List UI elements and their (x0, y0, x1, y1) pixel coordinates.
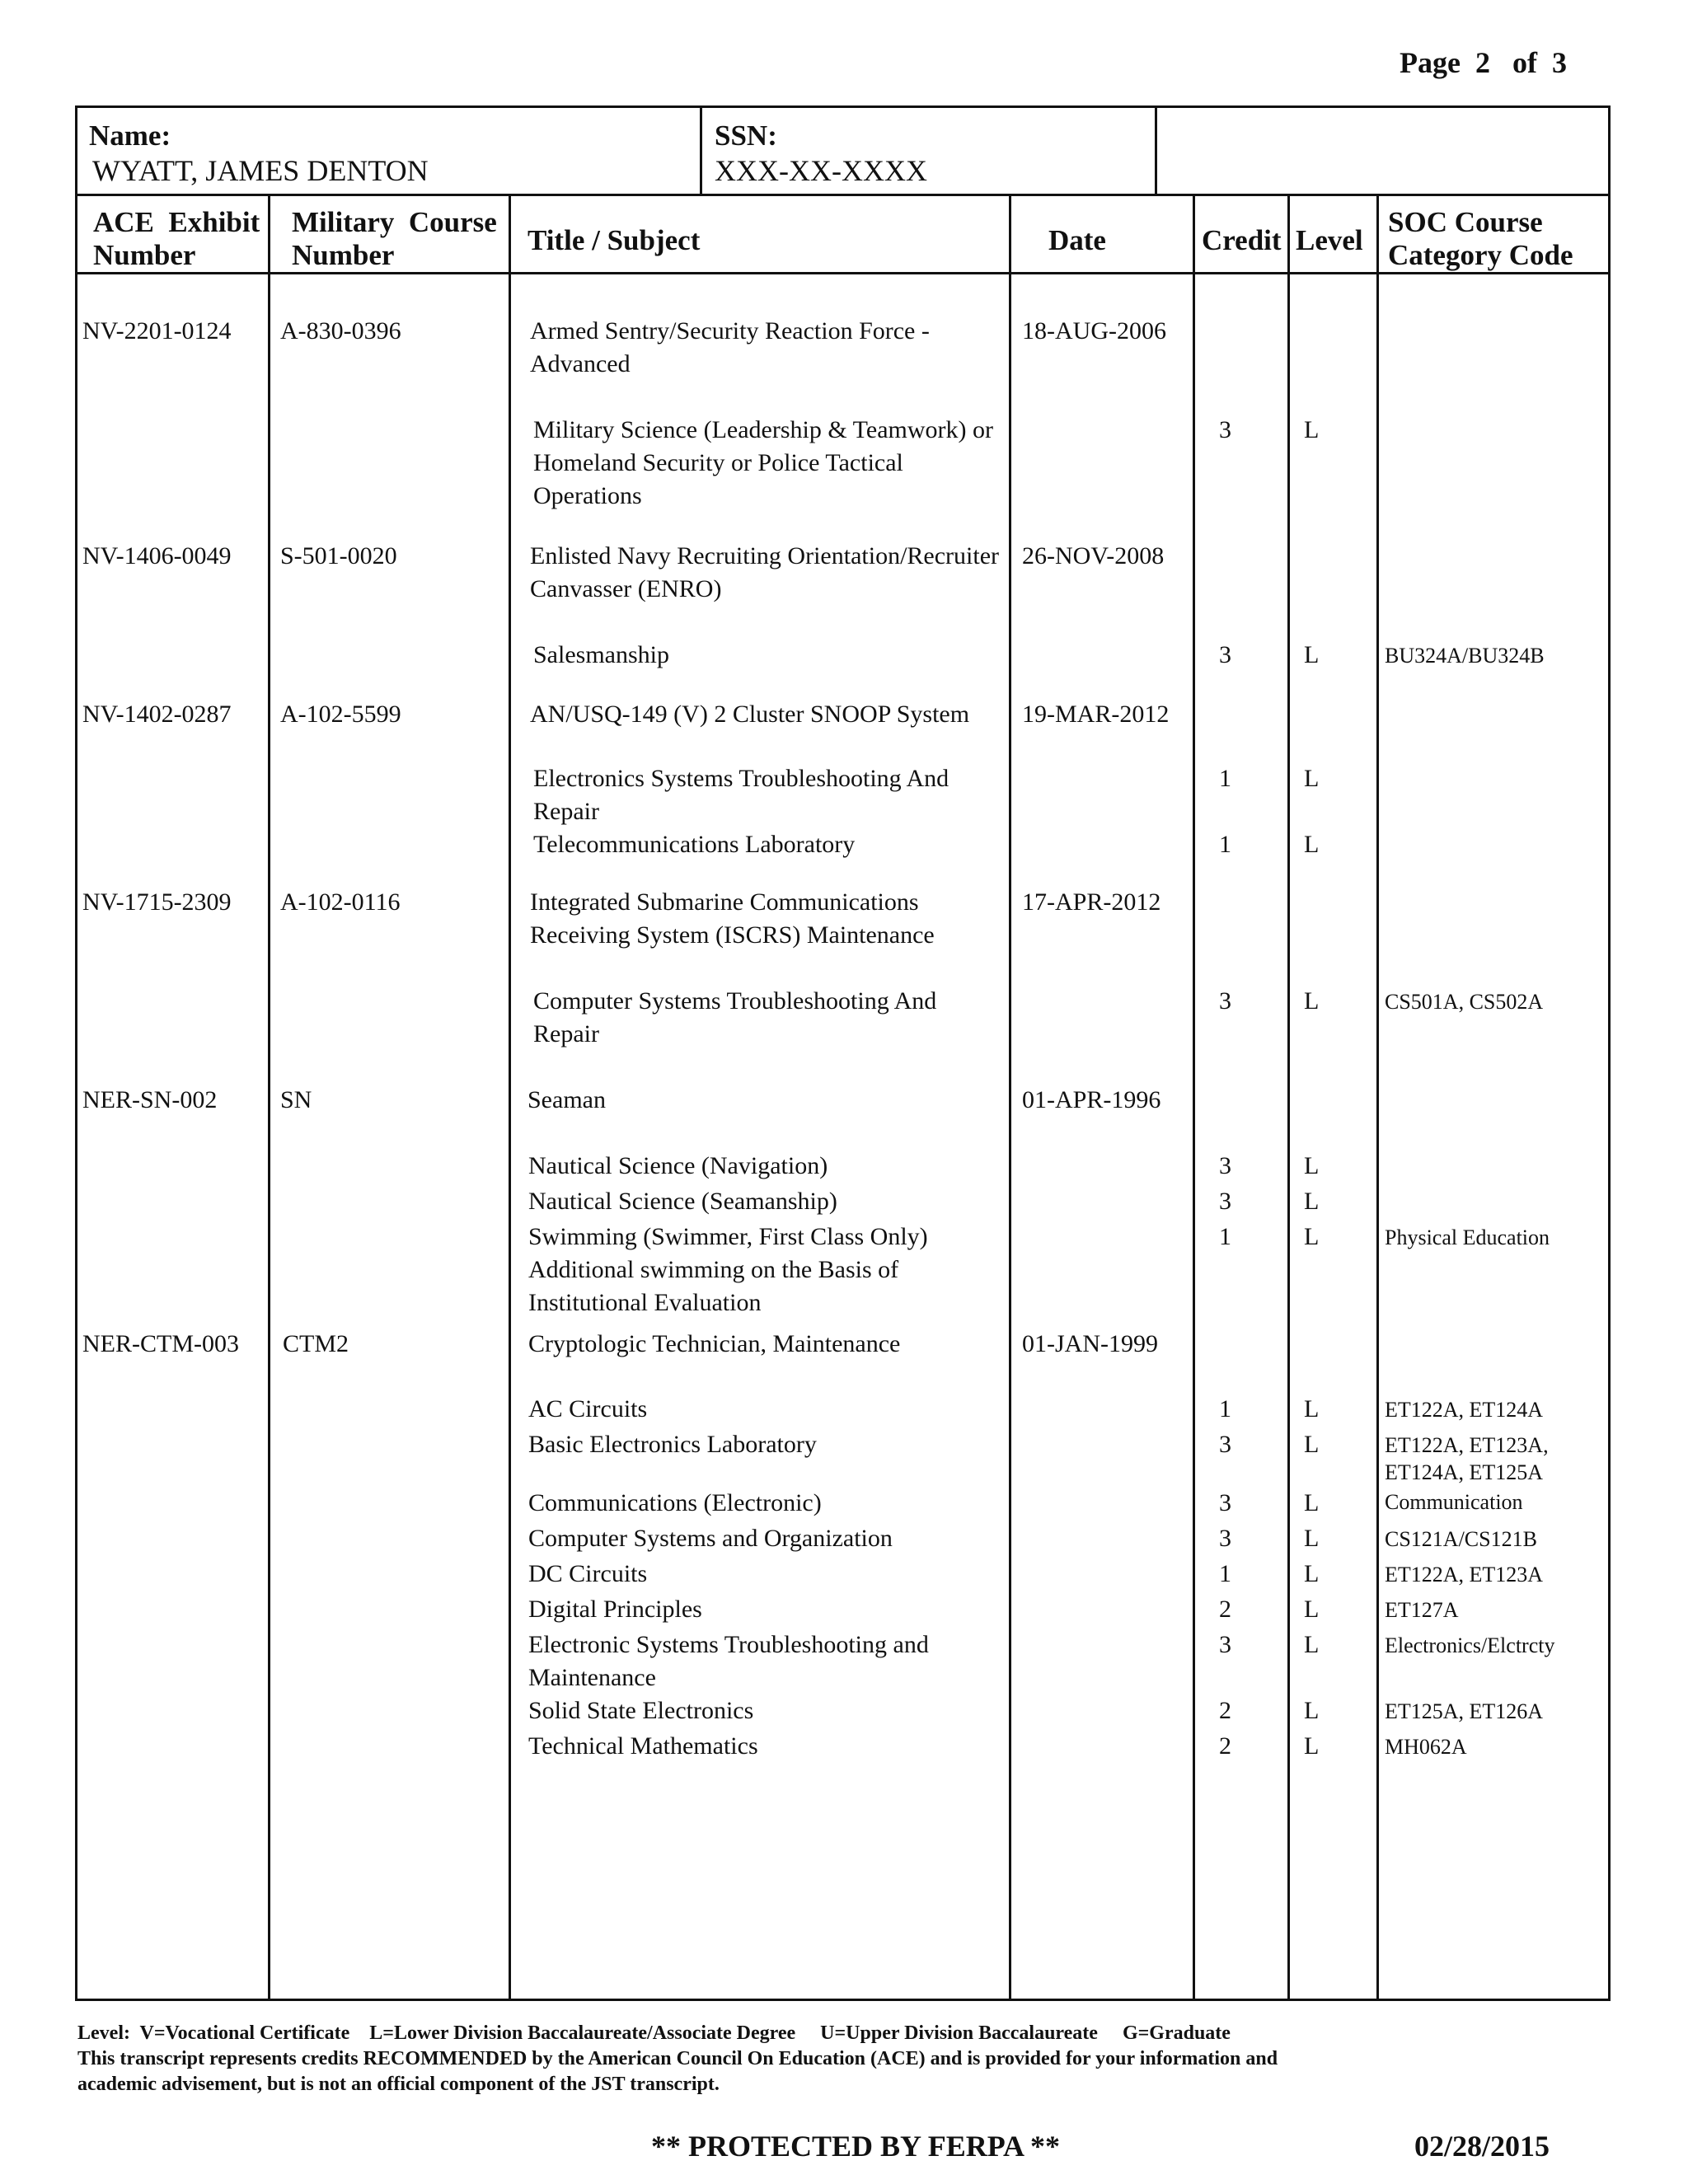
subject-level: L (1304, 1525, 1320, 1552)
subject-text: Telecommunications Laboratory (533, 831, 856, 858)
col-divider-1 (268, 194, 270, 2001)
subject-soc-code: ET122A, ET123A, (1385, 1433, 1549, 1457)
subject-text: Technical Mathematics (528, 1732, 758, 1760)
course-title: Enlisted Navy Recruiting Orientation/Recruiter (530, 542, 1000, 569)
disclaimer-line-2: academic advisement, but is not an official component of the JST transcript. (77, 2074, 720, 2095)
subject-credit: 3 (1219, 1152, 1231, 1179)
course-date: 18-AUG-2006 (1022, 317, 1166, 344)
col-divider-2 (509, 194, 511, 2001)
subject-credit: 1 (1219, 1223, 1231, 1250)
disclaimer-line-1: This transcript represents credits RECOMMENDED by the American Council On Education (ACE) and is provided for your information and (77, 2048, 1278, 2069)
subject-level: L (1304, 765, 1320, 792)
course-date: 01-APR-1996 (1022, 1086, 1161, 1113)
subject-text: Communications (Electronic) (528, 1489, 822, 1516)
subject-text: Electronics Systems Troubleshooting And (533, 765, 950, 792)
col-header-soc: SOC Course (1388, 206, 1543, 238)
course-exhibit: NV-2201-0124 (82, 317, 232, 344)
course-title: Canvasser (ENRO) (530, 575, 722, 602)
subject-credit: 3 (1219, 1631, 1231, 1658)
level-legend: Level: V=Vocational Certificate L=Lower Division Baccalaureate/Associate Degree U=Upper Division Baccalaureate G=Graduate (77, 2022, 1231, 2044)
subject-credit: 3 (1219, 1188, 1231, 1215)
col-divider-4 (1193, 194, 1195, 2001)
page-number: Page 2 of 3 (1400, 46, 1567, 79)
subject-soc-code: ET122A, ET124A (1385, 1398, 1544, 1422)
header-divider (75, 194, 1611, 196)
course-military-number: A-830-0396 (280, 317, 401, 344)
subject-text: Nautical Science (Seamanship) (528, 1188, 837, 1215)
subject-level: L (1304, 416, 1320, 443)
subject-credit: 3 (1219, 641, 1231, 668)
subject-text: Repair (533, 798, 599, 825)
subject-credit: 1 (1219, 765, 1231, 792)
subject-level: L (1304, 1732, 1320, 1760)
subject-credit: 3 (1219, 416, 1231, 443)
subject-soc-code: MH062A (1385, 1735, 1467, 1759)
course-exhibit: NV-1715-2309 (82, 888, 232, 916)
course-exhibit: NV-1402-0287 (82, 701, 232, 728)
subject-text: AC Circuits (528, 1395, 648, 1422)
course-military-number: A-102-0116 (280, 888, 401, 916)
course-title: Advanced (530, 350, 631, 377)
subject-level: L (1304, 1697, 1320, 1724)
col-header-title: Title / Subject (528, 224, 701, 256)
subject-soc-code: CS121A/CS121B (1385, 1527, 1537, 1551)
subject-soc-code: BU324A/BU324B (1385, 644, 1545, 668)
subject-level: L (1304, 1489, 1320, 1516)
subject-soc-code: CS501A, CS502A (1385, 990, 1544, 1014)
col-divider-3 (1009, 194, 1011, 2001)
course-military-number: A-102-5599 (280, 701, 401, 728)
course-date: 17-APR-2012 (1022, 888, 1161, 916)
subject-credit: 2 (1219, 1697, 1231, 1724)
subject-level: L (1304, 1596, 1320, 1623)
subject-text: Swimming (Swimmer, First Class Only) (528, 1223, 928, 1250)
subject-text: Additional swimming on the Basis of (528, 1256, 899, 1283)
course-date: 19-MAR-2012 (1022, 701, 1170, 728)
subject-credit: 3 (1219, 1431, 1231, 1458)
print-date: 02/28/2015 (1414, 2130, 1550, 2163)
subject-level: L (1304, 987, 1320, 1015)
subject-level: L (1304, 641, 1320, 668)
col-header-ace-number: Number (93, 239, 196, 271)
subject-soc-code: ET122A, ET123A (1385, 1563, 1544, 1586)
course-exhibit: NV-1406-0049 (82, 542, 232, 569)
subject-credit: 1 (1219, 1395, 1231, 1422)
subject-credit: 1 (1219, 831, 1231, 858)
subject-text: Solid State Electronics (528, 1697, 754, 1724)
subject-soc-code: ET127A (1385, 1598, 1459, 1622)
subject-text: Computer Systems Troubleshooting And (533, 987, 937, 1015)
col-header-ace: ACE Exhibit (93, 206, 260, 238)
subject-soc-code: ET125A, ET126A (1385, 1699, 1544, 1723)
subject-soc-code: Communication (1385, 1490, 1523, 1514)
course-exhibit: NER-CTM-003 (82, 1330, 239, 1357)
name-label: Name: (89, 120, 171, 152)
subject-text: Maintenance (528, 1664, 656, 1691)
subject-credit: 3 (1219, 1525, 1231, 1552)
course-title: Seaman (528, 1086, 606, 1113)
subject-credit: 2 (1219, 1732, 1231, 1760)
subject-text: Military Science (Leadership & Teamwork) or (533, 416, 993, 443)
subject-soc-code: Electronics/Elctrcty (1385, 1633, 1555, 1657)
course-title: Cryptologic Technician, Maintenance (528, 1330, 901, 1357)
col-header-credit: Credit (1202, 224, 1282, 256)
course-date: 26-NOV-2008 (1022, 542, 1165, 569)
course-title: Integrated Submarine Communications (530, 888, 919, 916)
ssn-blank-divider (1155, 105, 1157, 195)
course-military-number: CTM2 (283, 1330, 349, 1357)
subject-level: L (1304, 831, 1320, 858)
subject-text: Salesmanship (533, 641, 669, 668)
course-date: 01-JAN-1999 (1022, 1330, 1158, 1357)
subject-level: L (1304, 1188, 1320, 1215)
col-header-level: Level (1296, 224, 1363, 256)
col-header-soc-category: Category Code (1388, 239, 1573, 271)
transcript-table (75, 105, 1611, 2001)
ferpa-notice: ** PROTECTED BY FERPA ** (651, 2130, 1061, 2163)
subject-level: L (1304, 1560, 1320, 1587)
subject-text: Computer Systems and Organization (528, 1525, 893, 1552)
ssn-value: XXX-XX-XXXX (715, 154, 927, 187)
subject-text: Operations (533, 482, 642, 509)
subject-text: Homeland Security or Police Tactical (533, 449, 903, 476)
ssn-label: SSN: (715, 120, 777, 152)
subject-soc-code: Physical Education (1385, 1226, 1550, 1249)
subject-text: DC Circuits (528, 1560, 648, 1587)
subject-level: L (1304, 1152, 1320, 1179)
subject-credit: 3 (1219, 987, 1231, 1015)
col-header-date: Date (1048, 224, 1106, 256)
col-header-military: Military Course (292, 206, 497, 238)
subject-text: Digital Principles (528, 1596, 702, 1623)
course-military-number: S-501-0020 (280, 542, 397, 569)
col-divider-6 (1376, 194, 1379, 2001)
subject-text: Basic Electronics Laboratory (528, 1431, 817, 1458)
col-header-military-number: Number (292, 239, 395, 271)
subject-credit: 1 (1219, 1560, 1231, 1587)
col-divider-5 (1287, 194, 1290, 2001)
subject-level: L (1304, 1431, 1320, 1458)
subject-credit: 2 (1219, 1596, 1231, 1623)
course-military-number: SN (280, 1086, 312, 1113)
subject-level: L (1304, 1223, 1320, 1250)
course-title: Armed Sentry/Security Reaction Force - (530, 317, 930, 344)
subject-level: L (1304, 1631, 1320, 1658)
subject-text: Institutional Evaluation (528, 1289, 762, 1316)
subject-text: Electronic Systems Troubleshooting and (528, 1631, 929, 1658)
subject-text: Nautical Science (Navigation) (528, 1152, 828, 1179)
course-title: AN/USQ-149 (V) 2 Cluster SNOOP System (530, 701, 970, 728)
subject-text: Repair (533, 1020, 599, 1047)
course-exhibit: NER-SN-002 (82, 1086, 218, 1113)
subject-level: L (1304, 1395, 1320, 1422)
name-ssn-divider (700, 105, 702, 195)
course-title: Receiving System (ISCRS) Maintenance (530, 921, 935, 949)
subject-soc-code: ET124A, ET125A (1385, 1460, 1544, 1484)
name-value: WYATT, JAMES DENTON (92, 154, 429, 187)
subject-credit: 3 (1219, 1489, 1231, 1516)
